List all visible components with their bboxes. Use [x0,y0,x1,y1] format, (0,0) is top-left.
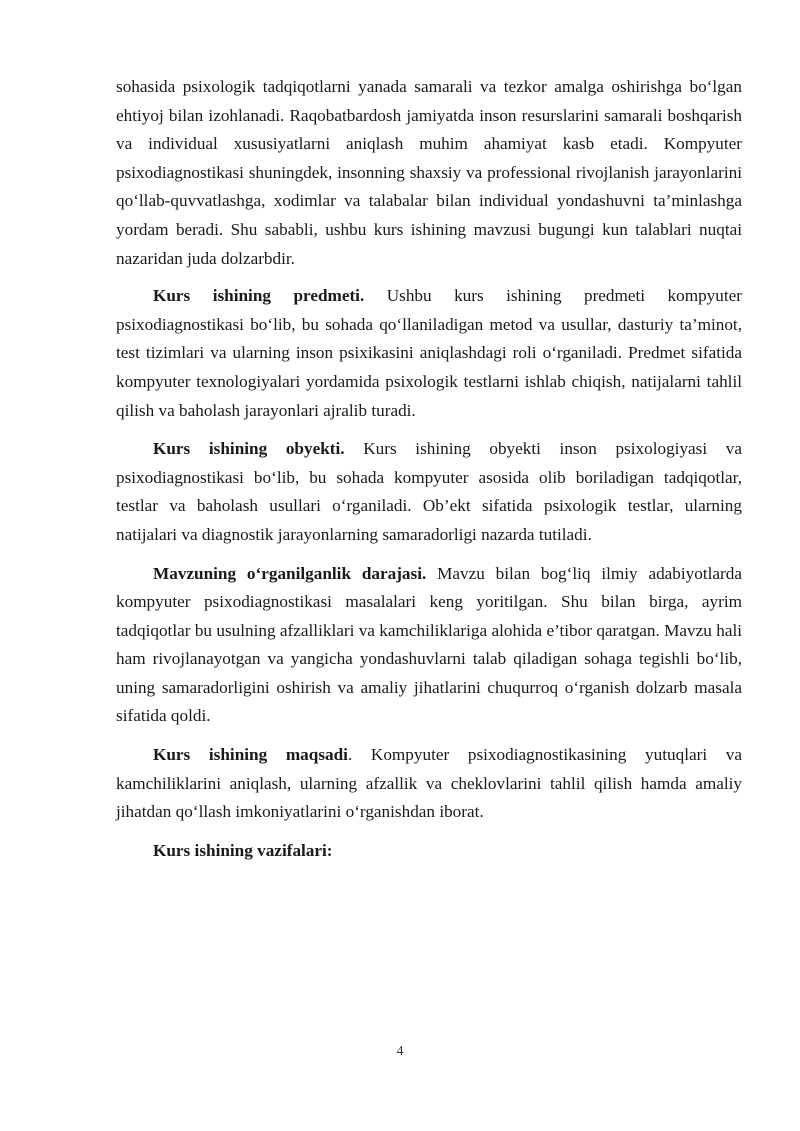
paragraph-intro [116,73,742,273]
paragraph-object [116,435,742,549]
goal-heading: Kurs ishining maqsadi [153,745,348,765]
paragraph-study-level [116,560,742,732]
tasks-heading: Kurs ishining vazifalari: [153,840,333,860]
subject-heading: Kurs ishining predmeti. [153,286,365,306]
paragraph-subject [116,282,742,425]
paragraph-intro-text: sohasida psixologik tadqiqotlarni yanada samarali va tezkor amalga oshirishga bo‘lgan ehtiyoj bilan izohlanadi. Raqobatbardosh jamiyatda inson resurslarini samarali boshqarish va individual xususiyatlarni aniqlash muhim ahamiyat kasb etadi. Kompyuter psixodiagnostikasi shuningdek, insonning shaxsiy va professional rivojlanish jarayonlarini qo‘llab-quvvatlashga, xodimlar va talabalar bilan individual yondashuvni ta’minlashga yordam beradi. Shu sababli, ushbu kurs ishining mavzusi bugungi kun talablari nuqtai nazaridan juda dolzarbdir. [116,77,742,268]
paragraph-tasks [116,837,742,866]
study-level-heading: Mavzuning o‘rganilganlik darajasi. [153,563,427,583]
object-heading: Kurs ishining obyekti. [153,439,345,459]
subject-text: Ushbu kurs ishining predmeti kompyuter psixodiagnostikasi bo‘lib, bu sohada qo‘llaniladigan metod va usullar, dasturiy ta’minot, test tizimlari va ularning inson psixikasini aniqlashdagi roli o‘rganiladi. Predmet sifatida kompyuter texnologiyalari yordamida psixologik testlarni ishlab chiqish, natijalarni tahlil qilish va baholash jarayonlari ajralib turadi. [116,286,742,420]
goal-text: . Kompyuter psixodiagnostikasining yutuqlari va kamchiliklarini aniqlash, ularning afzallik va cheklovlarini tahlil qilish hamda amaliy jihatdan qo‘llash imkoniyatlarini o‘rganishdan iborat. [116,745,742,822]
page-number: 4 [396,1044,404,1059]
document-page [116,73,742,875]
paragraph-goal [116,741,742,827]
object-text: Kurs ishining obyekti inson psixologiyasi va psixodiagnostikasi bo‘lib, bu sohada kompyuter asosida olib boriladigan tadqiqotlar, testlar va baholash usullari o‘rganiladi. Ob’ekt sifatida psixologik testlar, ularning natijalari va diagnostik jarayonlarning samaradorligi nazarda tutiladi. [116,439,743,544]
study-level-text: Mavzu bilan bog‘liq ilmiy adabiyotlarda kompyuter psixodiagnostikasi masalalari keng yoritilgan. Shu bilan birga, ayrim tadqiqotlar bu usulning afzalliklari va kamchiliklariga alohida e’tibor qaratgan. Mavzu hali ham rivojlanayotgan va yangicha yondashuvlarni talab qiladigan sohaga tegishli bo‘lib, uning samaradorligini oshirish va amaliy jihatlarini chuqurroq o‘rganish dolzarb masala sifatida qoldi. [116,563,742,726]
